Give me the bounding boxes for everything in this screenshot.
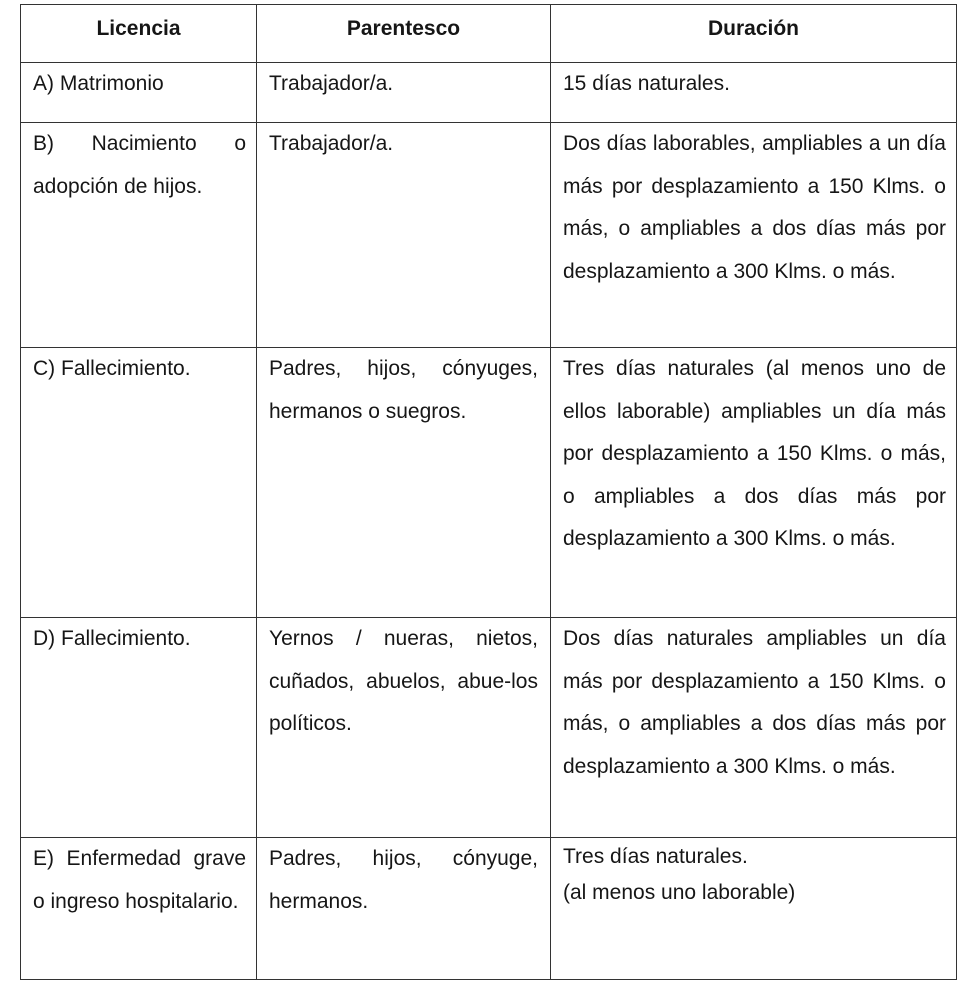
parentesco-text: Padres, hijos, cónyuge, hermanos. [269, 847, 538, 913]
table-row [21, 63, 957, 123]
cell-parentesco [257, 123, 551, 348]
licencia-text: B) Nacimiento o adopción de hijos. [33, 132, 246, 198]
table-row [21, 618, 957, 838]
cell-licencia [21, 348, 257, 618]
cell-licencia [21, 63, 257, 123]
header-licencia: Licencia [21, 5, 257, 63]
duracion-note-text: (al menos uno laborable) [563, 881, 796, 904]
cell-duracion [551, 618, 957, 838]
duracion-text: 15 días naturales. [563, 72, 730, 95]
licencia-text: D) Fallecimiento. [33, 627, 191, 650]
cell-duracion [551, 838, 957, 980]
licencia-text: C) Fallecimiento. [33, 357, 191, 380]
licencia-text: E) Enfermedad grave o ingreso hospitalario. [33, 847, 246, 913]
duracion-text: Tres días naturales (al menos uno de ellos laborable) ampliables un día más por desplazamiento a 150 Klms. o más, o ampliables a dos días más por desplazamiento a 300 Klms. o más. [563, 357, 946, 550]
parentesco-text: Trabajador/a. [269, 132, 394, 155]
table-row [21, 348, 957, 618]
licencia-text: A) Matrimonio [33, 72, 164, 95]
cell-parentesco [257, 63, 551, 123]
cell-duracion [551, 123, 957, 348]
leave-table [20, 4, 957, 980]
duracion-text: Tres días naturales. [563, 845, 748, 868]
cell-parentesco [257, 348, 551, 618]
cell-licencia [21, 838, 257, 980]
cell-duracion [551, 63, 957, 123]
cell-parentesco [257, 838, 551, 980]
table-header-row [21, 5, 957, 63]
parentesco-text: Yernos / nueras, nietos, cuñados, abuelos, abue-los políticos. [269, 627, 538, 735]
cell-parentesco [257, 618, 551, 838]
cell-duracion [551, 348, 957, 618]
duracion-text: Dos días naturales ampliables un día más por desplazamiento a 150 Klms. o más, o ampliables a dos días más por desplazamiento a 300 Klms. o más. [563, 627, 946, 778]
cell-licencia [21, 618, 257, 838]
table-row [21, 838, 957, 980]
header-duracion: Duración [551, 5, 957, 63]
parentesco-text: Trabajador/a. [269, 72, 394, 95]
parentesco-text: Padres, hijos, cónyuges, hermanos o suegros. [269, 357, 538, 423]
table-row [21, 123, 957, 348]
header-parentesco: Parentesco [257, 5, 551, 63]
cell-licencia [21, 123, 257, 348]
duracion-text: Dos días laborables, ampliables a un día más por desplazamiento a 150 Klms. o más, o ampliables a dos días más por desplazamiento a 300 Klms. o más. [563, 132, 946, 283]
